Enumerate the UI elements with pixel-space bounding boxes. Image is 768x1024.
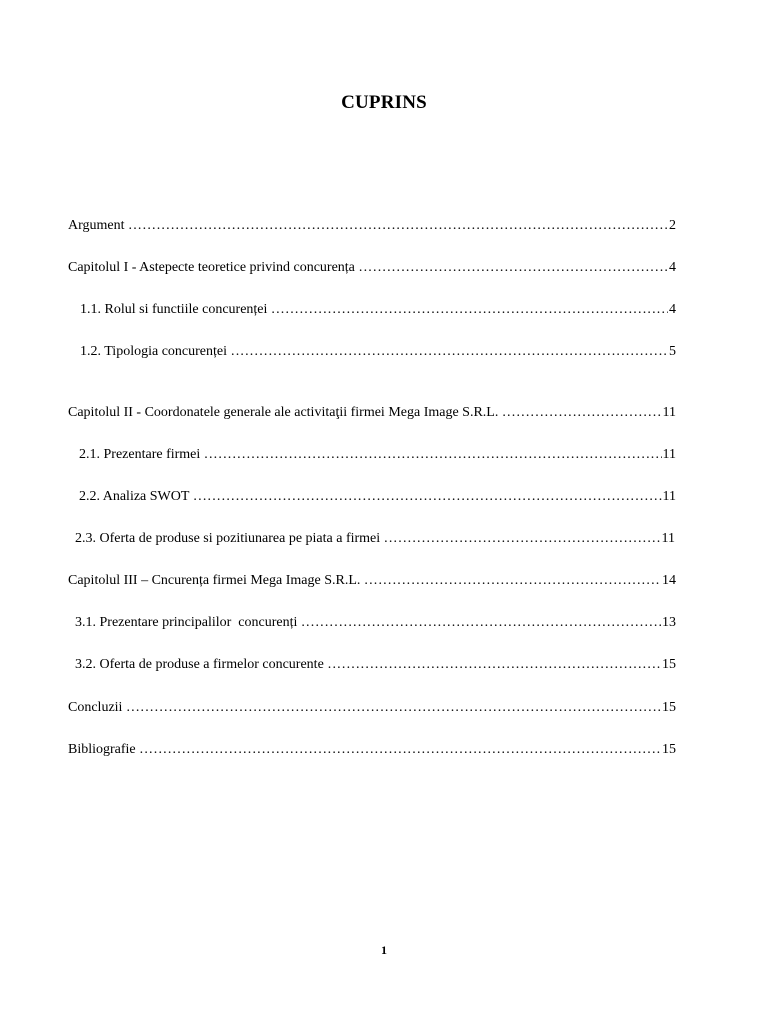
toc-entry-page: 4 (669, 260, 676, 275)
toc-entry-chapter-2[interactable] (68, 404, 676, 422)
toc-entry-section-3-2[interactable] (75, 656, 676, 674)
toc-dot-leader (384, 530, 660, 548)
toc-entry-page: 13 (662, 615, 676, 630)
toc-dot-leader (126, 699, 661, 717)
toc-dot-leader (140, 741, 661, 759)
toc-entry-label: 3.1. Prezentare principalilor concurenți (75, 615, 298, 630)
toc-dot-leader (359, 259, 668, 277)
page-title: CUPRINS (341, 92, 427, 113)
toc-entry-page: 14 (662, 573, 676, 588)
toc-entry-bibliografie[interactable] (68, 741, 676, 759)
toc-entry-label: Argument (68, 218, 125, 233)
toc-entry-label: 2.3. Oferta de produse si pozitiunarea pe piata a firmei (75, 531, 381, 546)
toc-entry-page: 15 (662, 657, 676, 672)
toc-entry-section-2-1[interactable] (79, 446, 676, 464)
toc-dot-leader (271, 301, 668, 319)
toc-dot-leader (502, 404, 661, 422)
page-number: 1 (381, 943, 387, 957)
toc-entry-page: 15 (662, 742, 676, 757)
toc-entry-label: 2.2. Analiza SWOT (79, 489, 190, 504)
toc-entry-page: 11 (662, 489, 676, 504)
toc-entry-chapter-3[interactable] (68, 572, 676, 590)
toc-entry-label: 1.2. Tipologia concurenței (80, 344, 227, 359)
toc-dot-leader (231, 343, 668, 361)
toc-entry-label: Capitolul II - Coordonatele generale ale activitaţii firmei Mega Image S.R.L. (68, 405, 499, 420)
toc-entry-page: 11 (661, 531, 675, 546)
toc-entry-section-2-3[interactable] (75, 530, 675, 548)
toc-entry-page: 2 (669, 218, 676, 233)
toc-entry-page: 11 (662, 447, 676, 462)
toc-entry-section-1-1[interactable] (80, 301, 676, 319)
toc-entry-section-1-2[interactable] (80, 343, 676, 361)
toc-entry-label: Capitolul I - Astepecte teoretice privind concurența (68, 260, 355, 275)
toc-entry-label: Capitolul III – Cncurența firmei Mega Image S.R.L. (68, 573, 361, 588)
toc-dot-leader (301, 614, 661, 632)
toc-entry-label: Concluzii (68, 700, 123, 715)
toc-entry-argument[interactable] (68, 217, 676, 235)
toc-entry-label: 2.1. Prezentare firmei (79, 447, 201, 462)
toc-entry-label: 1.1. Rolul si functiile concurenței (80, 302, 268, 317)
toc-entry-page: 11 (662, 405, 676, 420)
toc-entry-page: 4 (669, 302, 676, 317)
toc-entry-page: 5 (669, 344, 676, 359)
toc-dot-leader (129, 217, 668, 235)
toc-entry-section-2-2[interactable] (79, 488, 676, 506)
toc-dot-leader (364, 572, 661, 590)
toc-entry-page: 15 (662, 700, 676, 715)
toc-entry-label: Bibliografie (68, 742, 136, 757)
toc-dot-leader (193, 488, 661, 506)
toc-dot-leader (328, 656, 661, 674)
toc-entry-label: 3.2. Oferta de produse a firmelor concurente (75, 657, 324, 672)
toc-entry-chapter-1[interactable] (68, 259, 676, 277)
toc-dot-leader (204, 446, 661, 464)
toc-entry-section-3-1[interactable] (75, 614, 676, 632)
toc-entry-concluzii[interactable] (68, 699, 676, 717)
